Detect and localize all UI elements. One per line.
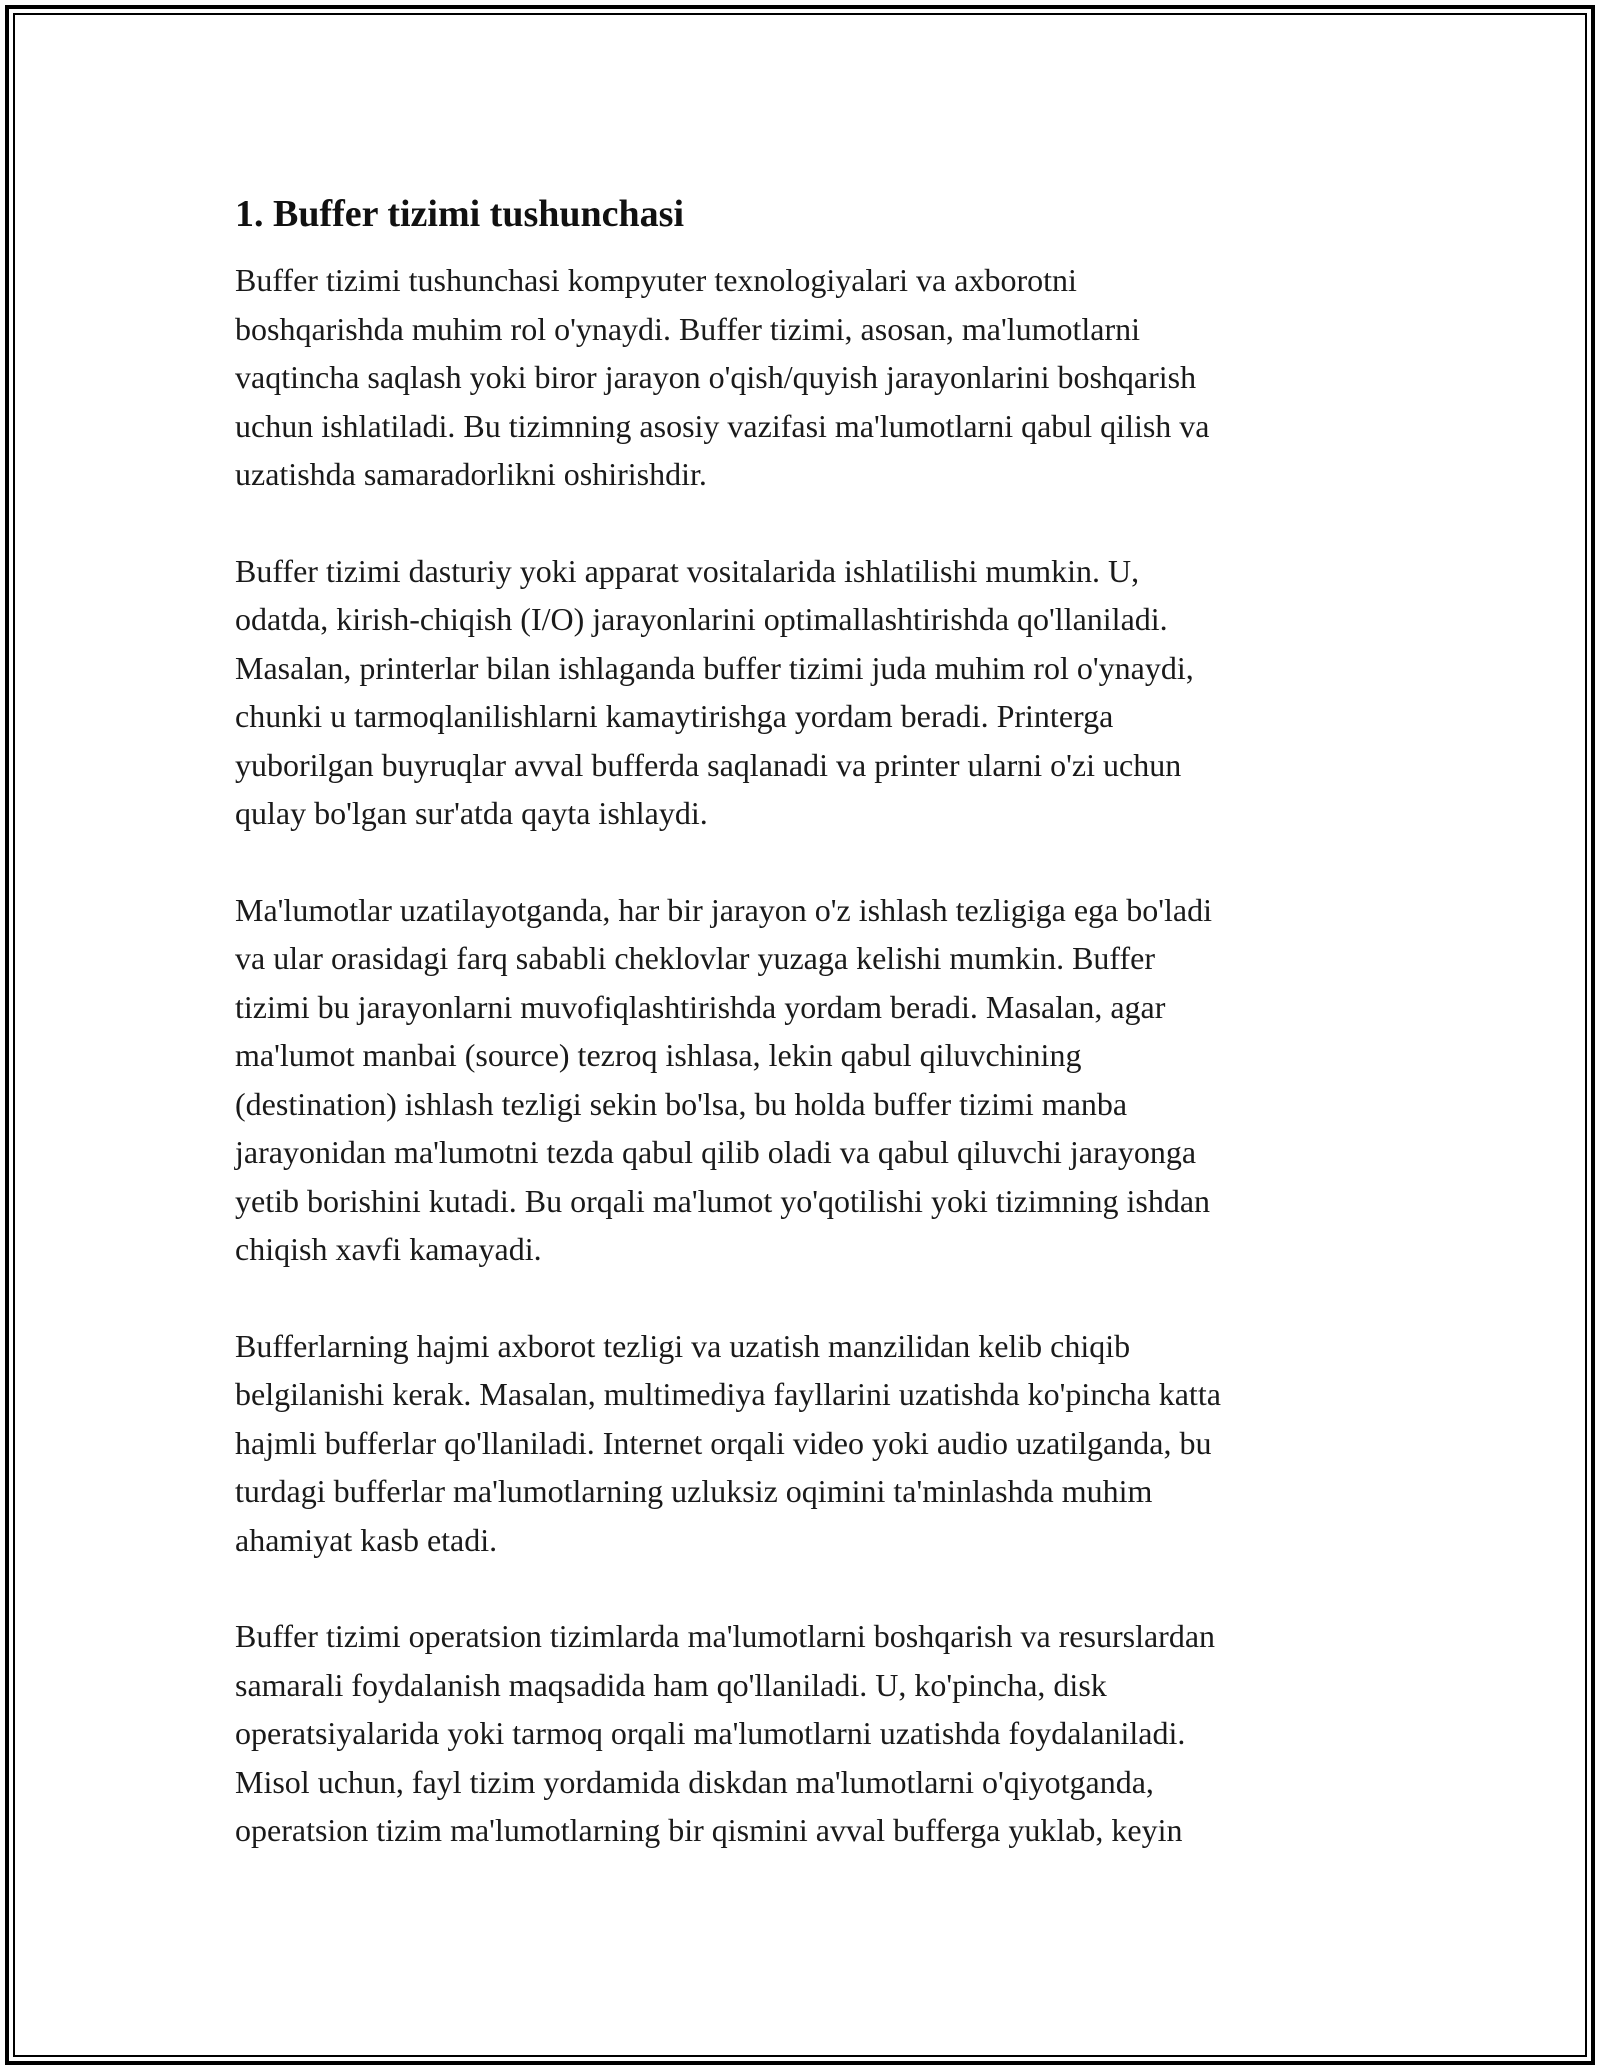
text-line: qulay bo'lgan sur'atda qayta ishlaydi.	[235, 795, 708, 831]
text-line: belgilanishi kerak. Masalan, multimediya fayllarini uzatishda ko'pincha katta	[235, 1376, 1221, 1412]
text-line: odatda, kirish-chiqish (I/O) jarayonlarini optimallashtirishda qo'llaniladi.	[235, 601, 1168, 637]
paragraph-3	[235, 886, 1375, 1274]
paragraph-4	[235, 1322, 1375, 1565]
text-line: boshqarishda muhim rol o'ynaydi. Buffer tizimi, asosan, ma'lumotlarni	[235, 310, 1141, 347]
text-line: Buffer tizimi tushunchasi kompyuter texnologiyalari va axborotni	[235, 262, 1077, 298]
text-line: turdagi bufferlar ma'lumotlarning uzluksiz oqimini ta'minlashda muhim	[235, 1473, 1153, 1509]
paragraph-2	[235, 547, 1375, 838]
text-line: ahamiyat kasb etadi.	[235, 1521, 498, 1558]
text-line: uchun ishlatiladi. Bu tizimning asosiy vazifasi ma'lumotlarni qabul qilish va	[235, 407, 1210, 444]
text-line: uzatishda samaradorlikni oshirishdir.	[235, 456, 707, 492]
text-line: yuborilgan buyruqlar avval bufferda saqlanadi va printer ularni o'zi uchun	[235, 746, 1182, 783]
text-line: (destination) ishlash tezligi sekin bo'lsa, bu holda buffer tizimi manba	[235, 1085, 1128, 1122]
text-line: ma'lumot manbai (source) tezroq ishlasa, lekin qabul qiluvchining	[235, 1037, 1082, 1073]
text-line: Misol uchun, fayl tizim yordamida diskdan ma'lumotlarni o'qiyotganda,	[235, 1763, 1154, 1800]
document-body	[235, 186, 1375, 1903]
text-line: hajmli bufferlar qo'llaniladi. Internet orqali video yoki audio uzatilganda, bu	[235, 1424, 1212, 1461]
text-line: yetib borishini kutadi. Bu orqali ma'lumot yo'qotilishi yoki tizimning ishdan	[235, 1182, 1211, 1219]
text-line: Buffer tizimi dasturiy yoki apparat vositalarida ishlatilishi mumkin. U,	[235, 552, 1140, 589]
text-line: Masalan, printerlar bilan ishlaganda buffer tizimi juda muhim rol o'ynaydi,	[235, 649, 1194, 686]
text-line: samarali foydalanish maqsadida ham qo'llaniladi. U, ko'pincha, disk	[235, 1666, 1107, 1703]
text-line: Ma'lumotlar uzatilayotganda, har bir jarayon o'z ishlash tezligiga ega bo'ladi	[235, 891, 1212, 928]
text-line: operatsiyalarida yoki tarmoq orqali ma'lumotlarni uzatishda foydalaniladi.	[235, 1715, 1186, 1751]
text-line: va ular orasidagi farq sababli cheklovlar yuzaga kelishi mumkin. Buffer	[235, 940, 1155, 976]
text-line: Bufferlarning hajmi axborot tezligi va uzatish manzilidan kelib chiqib	[235, 1327, 1131, 1364]
text-line: tizimi bu jarayonlarni muvofiqlashtirishda yordam beradi. Masalan, agar	[235, 988, 1166, 1025]
text-line: jarayonidan ma'lumotni tezda qabul qilib oladi va qabul qiluvchi jarayonga	[235, 1134, 1197, 1170]
text-line: vaqtincha saqlash yoki biror jarayon o'qish/quyish jarayonlarini boshqarish	[235, 359, 1197, 395]
paragraph-1	[235, 256, 1375, 499]
paragraph-5	[235, 1612, 1375, 1855]
text-line: chunki u tarmoqlanilishlarni kamaytirishga yordam beradi. Printerga	[235, 698, 1114, 734]
text-line: chiqish xavfi kamayadi.	[235, 1231, 542, 1267]
text-line: Buffer tizimi operatsion tizimlarda ma'lumotlarni boshqarish va resurslardan	[235, 1618, 1216, 1654]
text-line: operatsion tizim ma'lumotlarning bir qismini avval bufferga yuklab, keyin	[235, 1812, 1183, 1848]
section-heading: 1. Buffer tizimi tushunchasi	[235, 193, 685, 235]
